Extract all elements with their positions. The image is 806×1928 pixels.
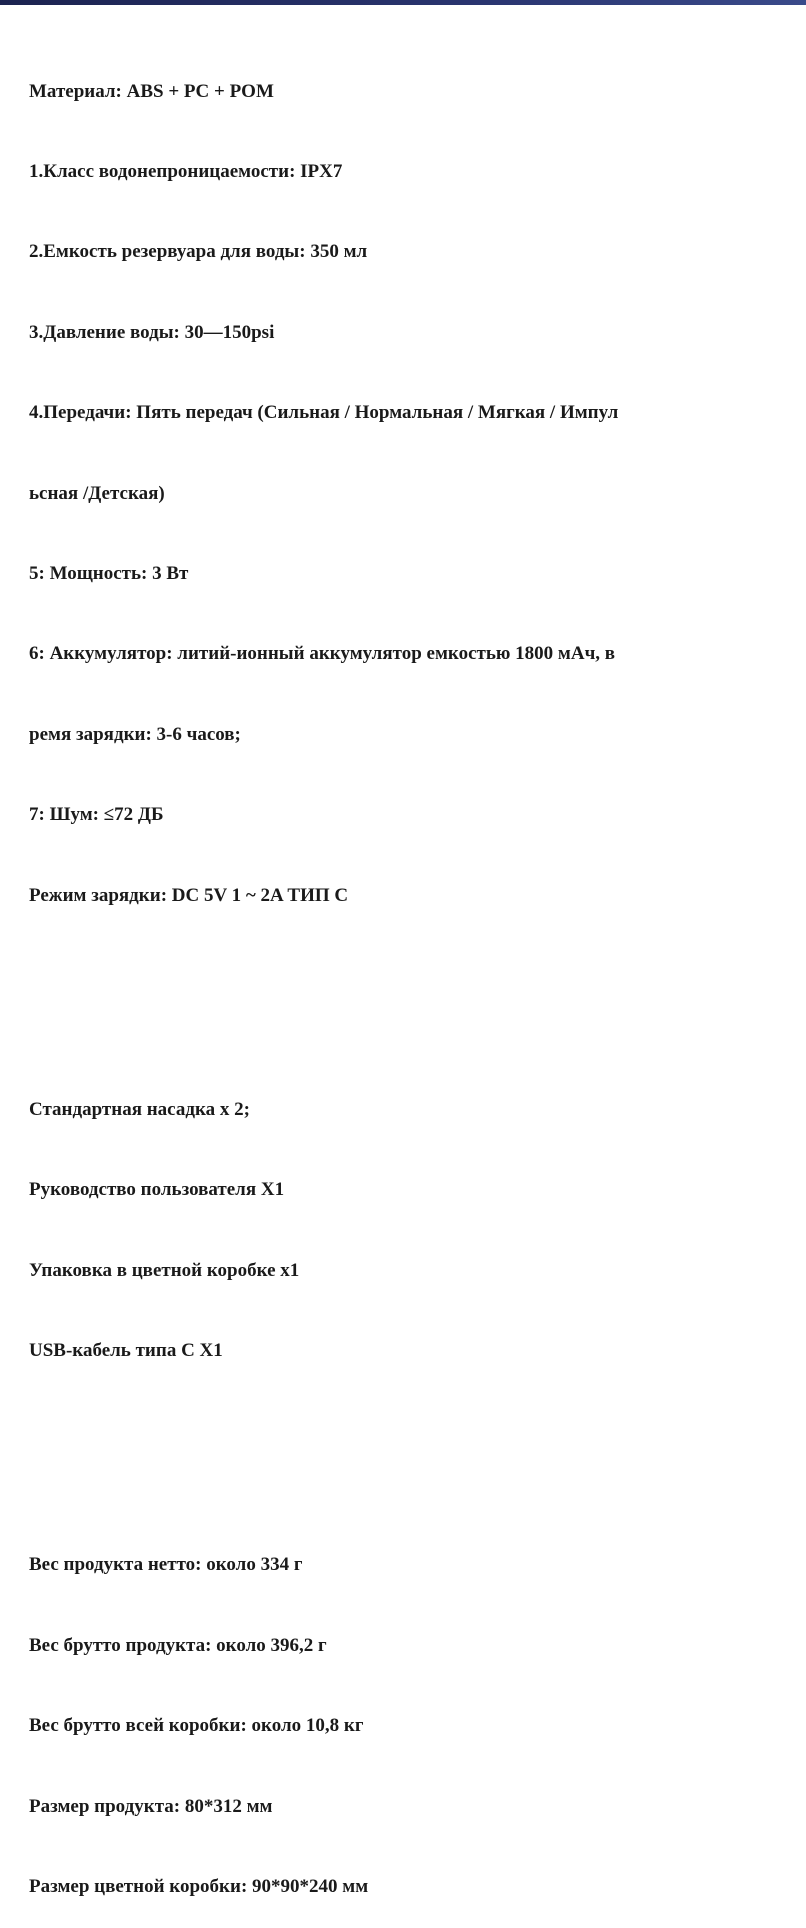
spec-charging-mode: Режим зарядки: DC 5V 1 ~ 2A ТИП C xyxy=(29,884,349,906)
section-gap xyxy=(29,1445,799,1472)
weight-gross: Вес брутто продукта: около 396,2 г xyxy=(29,1634,327,1656)
spec-tank-capacity: 2.Емкость резервуара для воды: 350 мл xyxy=(29,241,368,263)
size-product: Размер продукта: 80*312 мм xyxy=(29,1795,273,1817)
spec-power: 5: Мощность: 3 Вт xyxy=(29,562,189,584)
top-border-bar xyxy=(0,0,806,5)
package-manual: Руководство пользователя X1 xyxy=(29,1179,285,1201)
weight-box-gross: Вес брутто всей коробки: около 10,8 кг xyxy=(29,1715,364,1737)
spec-waterproof: 1.Класс водонепроницаемости: IPX7 xyxy=(29,160,343,182)
spec-battery-line-2: ремя зарядки: 3-6 часов; xyxy=(29,723,241,745)
spec-modes-line-1: 4.Передачи: Пять передач (Сильная / Нормальная / Мягкая / Импул xyxy=(29,402,619,424)
product-spec-text xyxy=(29,25,799,1928)
spec-water-pressure: 3.Давление воды: 30—150psi xyxy=(29,321,275,343)
package-color-box: Упаковка в цветной коробке x1 xyxy=(29,1259,300,1281)
spec-modes-line-2: ьсная /Детская) xyxy=(29,482,165,504)
size-color-box: Размер цветной коробки: 90*90*240 мм xyxy=(29,1875,369,1897)
spec-material: Материал: ABS + PC + POM xyxy=(29,80,274,102)
weight-net: Вес продукта нетто: около 334 г xyxy=(29,1554,303,1576)
section-gap xyxy=(29,990,799,1017)
package-nozzles: Стандартная насадка x 2; xyxy=(29,1098,250,1120)
package-usb-cable: USB-кабель типа C X1 xyxy=(29,1340,223,1362)
spec-noise: 7: Шум: ≤72 ДБ xyxy=(29,804,164,826)
spec-battery-line-1: 6: Аккумулятор: литий-ионный аккумулятор емкостью 1800 мАч, в xyxy=(29,643,616,665)
